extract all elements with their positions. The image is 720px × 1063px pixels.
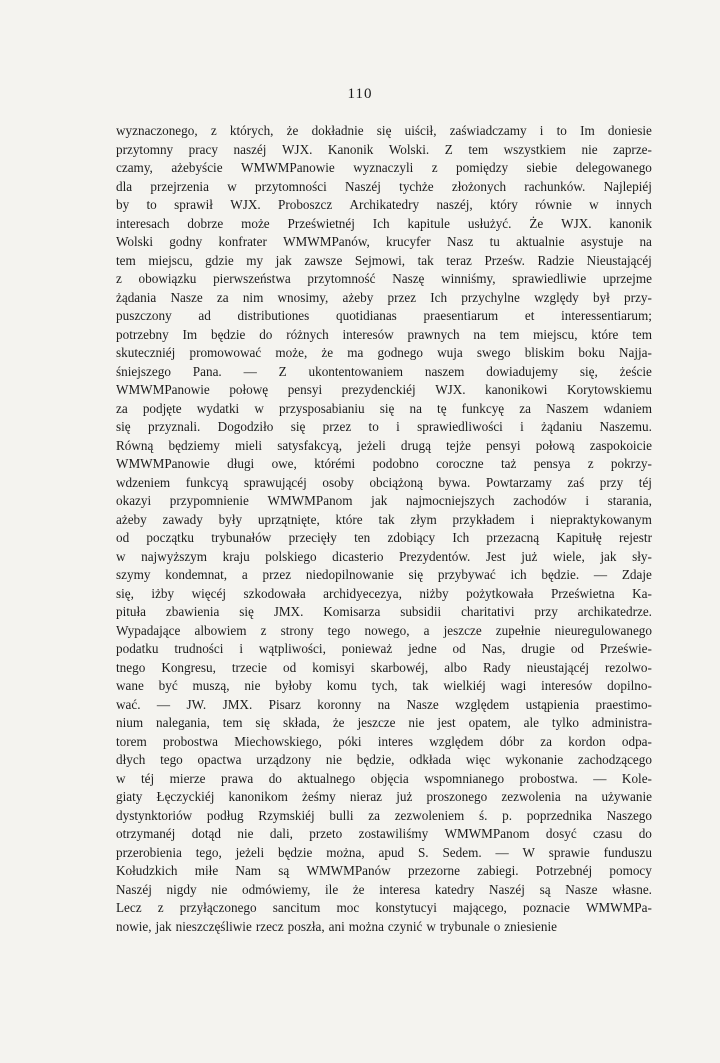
text-line: nowie, jak nieszczęśliwie rzecz poszła, ani można czynić w trybunale o zniesienie (116, 918, 558, 934)
text-line: w najwyższym kraju polskiego dicasterio Prezydentów. Jest już wiele, jak sły- (116, 548, 652, 564)
text-line: tnego Kongresu, trzecie od komisyi skarbowéj, albo Rady nieustającéj rezolwo- (116, 659, 652, 675)
text-line: wane być muszą, nie byłoby komu tych, tak wielkiéj wagi interesów dopilno- (116, 678, 652, 693)
text-line: WMWMPanowie długi owe, którémi podobno coroczne taż pensya z pokrzy- (116, 456, 652, 471)
text-line: żądania Nasze za nim wnosimy, ażeby przez Ich przychylne względy był przy- (116, 289, 652, 305)
text-line: wać. — JW. JMX. Pisarz koronny na Nasze względem ustąpienia praestimo- (116, 696, 652, 712)
text-line: w téj mierze prawa do aktualnego objęcia wspomnianego probostwa. — Kole- (116, 770, 652, 786)
text-line: Wypadające albowiem z strony tego nowego, a jeszcze zupełnie nieuregulowanego (116, 622, 652, 638)
text-line: Kołudzkich miłe Nam są WMWMPanów przezorne zabiegi. Potrzebnéj pomocy (116, 863, 652, 878)
text-line: z obowiązku pierwszeństwa przytomność Naszę winniśmy, sprawiedliwie uprzejme (116, 271, 652, 286)
text-line: puszczony ad distributiones quotidianas praesentiarum et interessentiarum; (116, 308, 652, 323)
text-line: dystynktoriów podług Rzymskiéj bulli za zezwoleniem ś. p. poprzednika Naszego (116, 807, 652, 823)
text-line: Równą będziemy mieli satysfakcyą, jeżeli drugą tejże pensyi połową zaspokoicie (116, 437, 652, 453)
text-line: wdzeniem funkcyą sprawującéj osoby obciążoną bywa. Powtarzamy zaś przy téj (116, 474, 652, 490)
text-line: giaty Łęczyckiéj kanonikom żeśmy nieraz już proszonego zezwolenia na używanie (116, 789, 652, 804)
text-line: Lecz z przyłączonego sancitum moc konstytucyi mającego, poznacie WMWMPa- (116, 900, 652, 915)
text-line: Naszéj nigdy nie odmówiemy, ile że interesa katedry Naszéj są Nasze własne. (116, 881, 652, 897)
text-line: by to sprawił WJX. Proboszcz Archikatedry naszéj, który równie w innych (116, 197, 652, 212)
text-line: interesach dobrze może Prześwietnéj Ich kapitule usłużyć. Że WJX. kanonik (116, 215, 652, 231)
text-line: szymy kondemnat, a przez niedopilnowanie się przybywać ich będzie. — Zdaje (116, 567, 652, 582)
text-line: się przyznali. Dogodziło się przez to i sprawiedliwości i żądaniu Naszemu. (116, 419, 652, 434)
text-line: przerobienia tego, jeżeli będzie można, apud S. Sedem. — W sprawie funduszu (116, 844, 652, 860)
text-line: torem probostwa Miechowskiego, póki interes względem dóbr za kordon odpa- (116, 733, 652, 749)
text-line: pituła zbawienia się JMX. Komisarza subsidii charitativi przy archikatedrze. (116, 604, 652, 619)
page-number: 110 (347, 86, 373, 102)
text-line: WMWMPanowie połowę pensyi prezydenckiéj WJX. kanonikowi Korytowskiemu (116, 382, 652, 397)
text-line: śniejszego Pana. — Z ukontentowaniem naszem dowiadujemy się, żeście (116, 363, 652, 379)
text-line: dla przejrzenia w przytomności Naszéj tychże złożonych rachunków. Najlepiéj (116, 178, 652, 194)
text-line: Wolski godny konfrater WMWMPanów, krucyfer Nasz tu aktualnie asystuje na (116, 234, 652, 249)
text-line: czamy, ażebyście WMWMPanowie wyznaczyli z pomiędzy siebie delegowanego (116, 160, 652, 175)
text-line: nium nalegania, tem się składa, że jeszcze nie jest opatem, ale tylko administra- (116, 715, 652, 730)
text-line: okazyi przypomnienie WMWMPanom jak najmocniejszych zachodów i starania, (116, 493, 652, 508)
text-line: ażeby zawady były uprzątnięte, które tak złym przykładem i niepraktykowanym (116, 511, 652, 527)
text-line: tem miejscu, gdzie my jak zawsze Sejmowi, tak teraz Prześw. Radzie Nieustającéj (116, 252, 652, 268)
text-line: się, iżby więcéj szkodowała archidyecezya, niżby pożytkowała Prześwietna Ka- (116, 585, 652, 601)
text-line: przytomny pracy naszéj WJX. Kanonik Wolski. Z tem wszystkiem nie zaprze- (116, 141, 652, 157)
text-line: dłych tego opactwa urządzony nie będzie, odkłada więc wykonanie zachodzącego (116, 752, 652, 767)
text-line: otrzymanéj dotąd nie dali, przeto zostawiliśmy WMWMPanom dosyć czasu do (116, 826, 652, 841)
text-line: od początku trybunałów przecięły ten zdobiący Ich przezacną Kapitułę rejestr (116, 530, 652, 545)
text-line: za podjęte wydatki w przysposabianiu się na tę funkcyę za Naszem wdaniem (116, 400, 652, 416)
text-line: skuteczniéj promowować może, że ma godnego wuja swego bliskim boku Najja- (116, 345, 652, 360)
text-line: potrzebny Im będzie do różnych interesów prawnych na tem miejscu, które tem (116, 326, 652, 342)
text-line: wyznaczonego, z których, że dokładnie się uiścił, zaświadczamy i to Im doniesie (116, 123, 652, 138)
text-line: podatku trudności i wątpliwości, ponieważ jedne od Nas, drugie od Prześwie- (116, 641, 652, 656)
body-text (116, 122, 652, 936)
